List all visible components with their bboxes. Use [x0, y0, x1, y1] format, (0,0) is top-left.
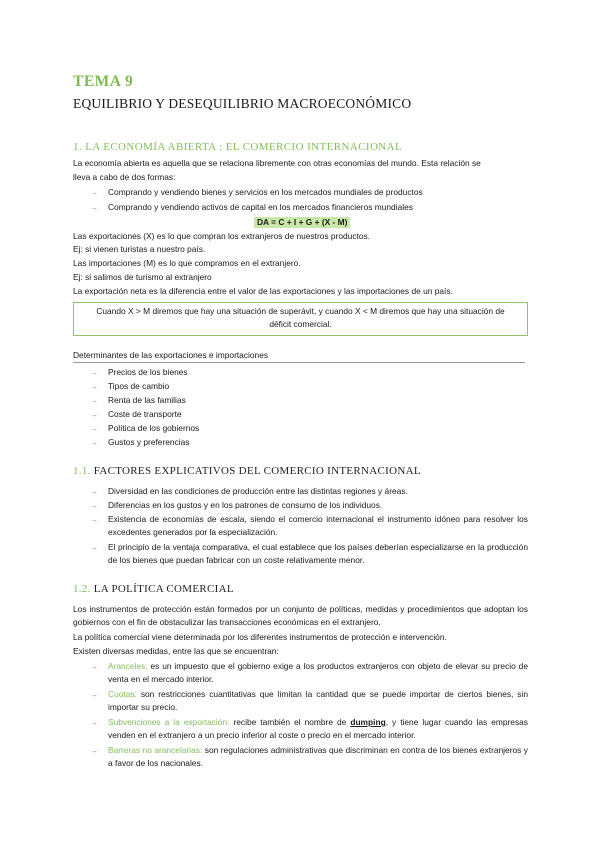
- paragraph-imports: Las importaciones (M) es lo que compramos en el extranjero.: [73, 258, 301, 268]
- list-item-quotas: → Cuotas: son restricciones cuantitativas que limitan la cantidad que se puede importar de ciertos bienes, sin importar su precio.: [90, 689, 528, 713]
- list-item: → El principio de la ventaja comparativa, el cual establece que los países deberían especializarse en la producción de los bienes que puedan fabricar con un coste relativamente menor.: [90, 542, 528, 566]
- section-heading-trade-policy: 1.2. LA POLÍTICA COMERCIAL: [73, 583, 234, 595]
- aggregate-demand-formula: DA = C + I + G + (X - M): [254, 217, 350, 228]
- arrow-icon: →: [90, 542, 99, 552]
- list-item: → Diferencias en los gustos y en los patrones de consumo de los individuos.: [90, 499, 528, 512]
- paragraph-imports-example: Ej: si salimos de turismo al extranjero: [73, 272, 212, 282]
- paragraph-exports: Las exportaciones (X) es lo que compran los extranjeros de nuestros productos.: [73, 231, 371, 241]
- determinants-title: Determinantes de las exportaciones e importaciones: [73, 350, 269, 360]
- arrow-icon: →: [90, 717, 99, 727]
- section-heading-factors: 1.1. FACTORES EXPLICATIVOS DEL COMERCIO INTERNACIONAL: [73, 465, 421, 477]
- arrow-icon: →: [90, 423, 99, 433]
- list-item: → Coste de transporte: [90, 408, 182, 421]
- arrow-icon: →: [90, 187, 99, 197]
- topic-title: TEMA 9: [73, 73, 134, 90]
- section-heading-open-economy: 1. LA ECONOMÍA ABIERTA : EL COMERCIO INTERNACIONAL: [73, 141, 403, 153]
- list-item: → Diversidad en las condiciones de producción entre las distintas regiones y áreas.: [90, 485, 528, 498]
- topic-subtitle: EQUILIBRIO Y DESEQUILIBRIO MACROECONÓMICO: [73, 96, 412, 111]
- arrow-icon: →: [90, 409, 99, 419]
- list-item: → Gustos y preferencias: [90, 436, 189, 449]
- list-item-export-subsidies: → Subvenciones a la exportación: recibe también el nombre de dumping, y tiene lugar cuando las empresas venden en el extranjero a un precio inferior al coste o precio en el mercado interior.: [90, 717, 528, 741]
- list-item: → Existencia de economías de escala, siendo el comercio internacional el instrumento idóneo para resolver los excedentes generados por la especialización.: [90, 514, 528, 538]
- paragraph-net-exports: La exportación neta es la diferencia entre el valor de las exportaciones y las importaciones de un país.: [73, 286, 453, 296]
- box-line-1: Cuando X > M diremos que hay una situación de superávit, y cuando X < M diremos que hay una situación de: [96, 306, 505, 316]
- list-item: → Comprando y vendiendo activos de capital en los mercados financieros mundiales: [90, 201, 413, 214]
- paragraph-exports-example: Ej: si vienen turistas a nuestro país.: [73, 244, 206, 254]
- arrow-icon: →: [90, 689, 99, 699]
- arrow-icon: →: [90, 381, 99, 391]
- arrow-icon: →: [90, 486, 99, 496]
- paragraph-intro-1: La economía abierta es aquella que se relaciona libremente con otras economías del mundo. Esta relación se: [73, 158, 481, 168]
- paragraph-protection-instruments: Los instrumentos de protección están formados por un conjunto de políticas, medidas y procedimientos que adoptan los gobiernos con el fin de obstaculizar las transacciones económicas en el extranjero.: [73, 604, 528, 628]
- paragraph-intro-2: lleva a cabo de dos formas:: [73, 172, 176, 182]
- box-line-2: déficit comercial.: [269, 319, 332, 330]
- arrow-icon: →: [90, 661, 99, 671]
- arrow-icon: →: [90, 514, 99, 524]
- arrow-icon: →: [90, 500, 99, 510]
- list-item: → Tipos de cambio: [90, 380, 169, 393]
- list-item: → Renta de las familias: [90, 394, 186, 407]
- arrow-icon: →: [90, 395, 99, 405]
- arrow-icon: →: [90, 202, 99, 212]
- list-item-non-tariff-barriers: → Barreras no arancelarias: son regulaciones administrativas que discriminan en contra de los bienes extranjeros y a favor de los nacionales.: [90, 745, 528, 769]
- paragraph-measures-intro: Existen diversas medidas, entre las que se encuentran:: [73, 646, 279, 656]
- arrow-icon: →: [90, 367, 99, 377]
- list-item: → Comprando y vendiendo bienes y servicios en los mercados mundiales de productos: [90, 186, 423, 199]
- list-item-tariffs: → Aranceles: es un impuesto que el gobierno exige a los productos extranjeros con objeto de elevar su precio de venta en el mercado interior.: [90, 661, 528, 685]
- list-item: → Precios de los bienes: [90, 366, 188, 379]
- highlight-box: [73, 302, 528, 336]
- paragraph-trade-policy: La política comercial viene determinada por los diferentes instrumentos de protección e intervención.: [73, 632, 447, 642]
- list-item: → Política de los gobiernos: [90, 422, 199, 435]
- arrow-icon: →: [90, 437, 99, 447]
- arrow-icon: →: [90, 745, 99, 755]
- divider: [73, 362, 525, 363]
